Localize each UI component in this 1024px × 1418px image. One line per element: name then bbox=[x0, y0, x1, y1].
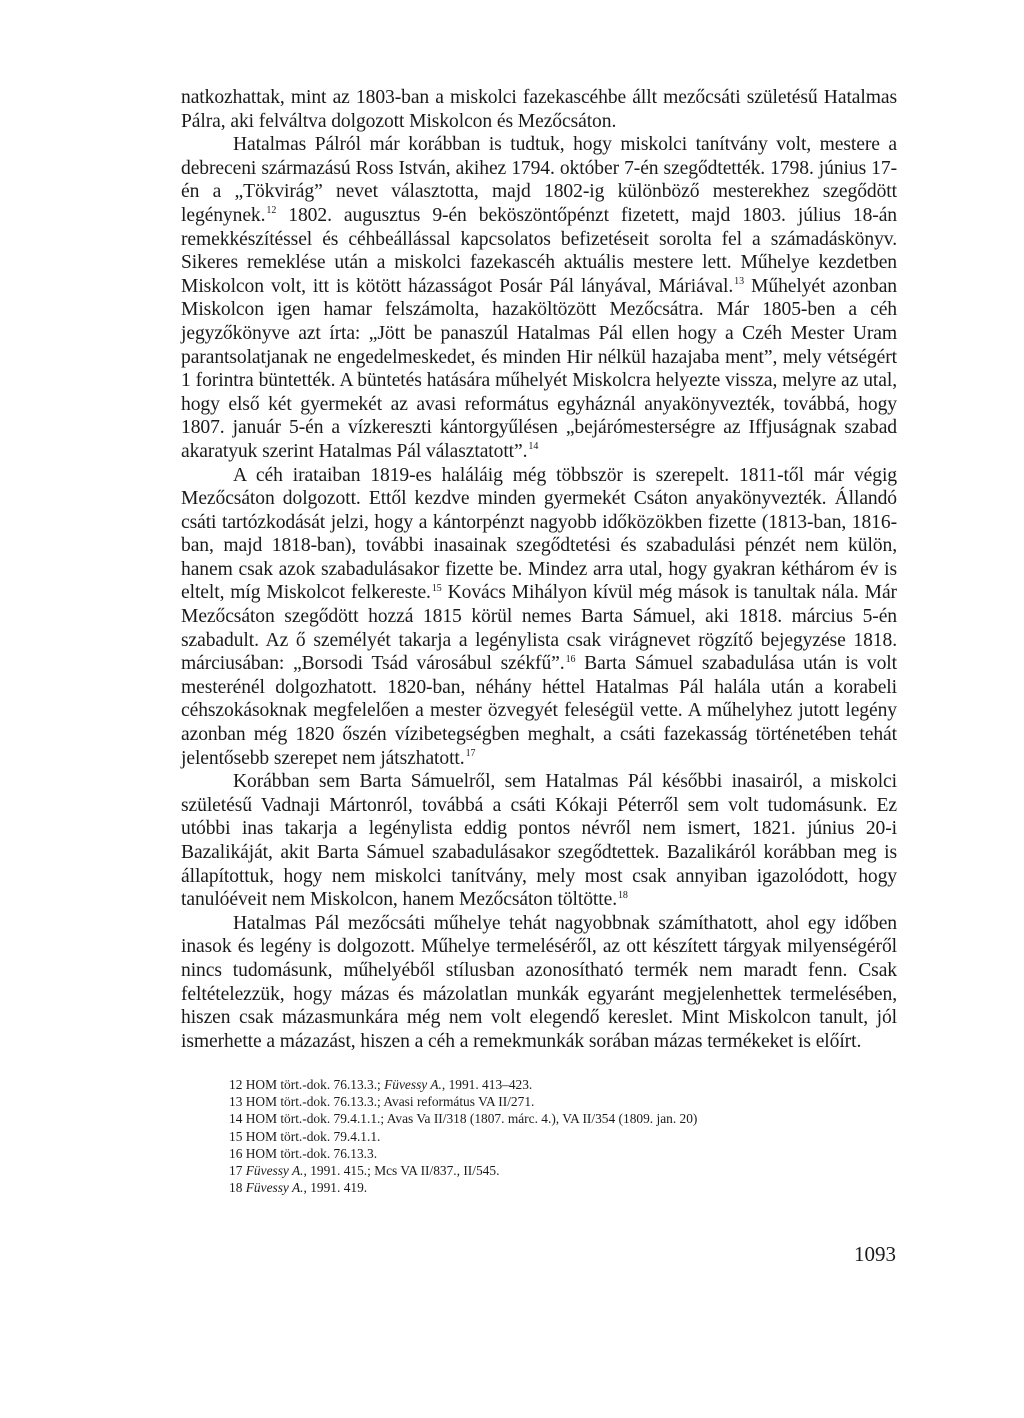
text-run: Műhelyét azonban Miskolcon igen hamar felszámolta, hazaköltözött Mezőcsátra. Már 1805-ben a céh jegyzőkönyve azt írta: „Jött be panaszúl Hatalmas Pál ellen hogy a Czéh Mester Uram parantsolatjanak ne engedelmeskedet, és minden Hir nélkül hazajaba ment”, mely vétségért 1 forintra büntették. A büntetés hatására műhelyét Miskolcra helyezte vissza, melyre az utal, hogy első két gyermekét az avasi református egyháznál anyakönyvezték, továbbá, hogy 1807. január 5-én a vízkereszti kántorgyűlésen „bejárómesterségre az Iffjuságnak szabad akaratyuk szerint Hatalmas Pál választatott”. bbox=[181, 275, 897, 462]
paragraph bbox=[181, 133, 897, 463]
footnote-ref: 18 bbox=[618, 889, 628, 901]
paragraph bbox=[181, 86, 897, 133]
footnote-author: Füvessy A. bbox=[384, 1077, 442, 1092]
paragraph bbox=[181, 770, 897, 912]
text-run: natkozhattak, mint az 1803-ban a miskolci fazekascéhbe állt mezőcsáti születésű Hatalmas Pálra, aki felváltva dolgozott Miskolcon és Mezőcsáton. bbox=[181, 87, 897, 132]
paragraph bbox=[181, 464, 897, 771]
text-run: Kovács Mihályon kívül még mások is tanultak nála. Már Mezőcsáton szegődött hozzá 1815 körül nemes Barta Sámuel, aki 1818. március 5-én szabadult. Az ő személyét takarja a legénylista csak virágnevet rögzítő bejegyzése 1818. márciusában: „Borsodi Tsád városábul székfű”. bbox=[181, 582, 897, 675]
text-run: Hatalmas Pál mezőcsáti műhelye tehát nagyobbnak számíthatott, ahol egy időben inasok és legény is dolgozott. Műhelye termeléséről, az ott készített tárgyak milyenségéről nincs tudomásunk, műhelyéből stílusban azonosítható termék nem maradt fenn. Csak feltételezzük, hogy mázas és mázolatlan munkák egyaránt megjelenhettek termelésében, hiszen csak mázasmunkára még nem volt elegendő kereslet. Mint Miskolcon tanult, jól ismerhette a mázazást, hiszen a céh a remekmunkák sorában mázas termékeket is előírt. bbox=[181, 912, 897, 1052]
text-run: Barta Sámuel szabadulása után is volt mesterénél dolgozhatott. 1820-ban, néhány héttel Hatalmas Pál halála után a korabeli céhszokásoknak megfelelően a mester özvegyét feleségül vette. A műhelyhez jutott legény azonban még 1820 őszén vízibetegségben meghalt, a csáti fazekasság történetében tehát jelentősebb szerepet nem játszhatott. bbox=[181, 653, 897, 769]
footnote-text: , 1991. 415.; Mcs VA II/837., II/545. bbox=[303, 1163, 500, 1179]
footnote-ref: 15 bbox=[431, 582, 442, 594]
main-text bbox=[181, 86, 897, 1053]
footnote-text: 13 HOM tört.-dok. 76.13.3.; Avasi református VA II/271. bbox=[229, 1094, 535, 1110]
footnote-text: 16 HOM tört.-dok. 76.13.3. bbox=[229, 1145, 378, 1161]
footnote-text: 15 HOM tört.-dok. 79.4.1.1. bbox=[229, 1128, 381, 1144]
footnote-text: 14 HOM tört.-dok. 79.4.1.1.; Avas Va II/318 (1807. márc. 4.), VA II/354 (1809. jan. 20) bbox=[229, 1111, 698, 1127]
footnote-text: , 1991. 413–423. bbox=[441, 1077, 533, 1092]
footnote bbox=[229, 1179, 869, 1196]
footnote bbox=[229, 1093, 869, 1110]
footnote bbox=[229, 1145, 869, 1162]
text-run: A céh irataiban 1819-es haláláig még többször is szerepelt. 1811-től már végig Mezőcsáton dolgozott. Ettől kezdve minden gyermekét Csáton anyakönyvezték. Állandó csáti tartózkodását jelzi, hogy a kántorpénzt nagyobb időközökben fizette (1813-ban, 1816-ban, majd 1818-ban), további inasainak szegődtetési és szabadulási pénzét nem külön, hanem csak azok szabadulásakor fizette be. Mindez arra utal, hogy gyakran kéthárom év is eltelt, míg Miskolcot felkereste. bbox=[181, 464, 897, 604]
footnotes bbox=[229, 1076, 869, 1196]
footnote-text: 17 bbox=[229, 1163, 246, 1179]
footnote-text: 18 bbox=[229, 1180, 246, 1196]
text-run: Hatalmas Pálról már korábban is tudtuk, hogy miskolci tanítvány volt, mestere a debreceni származású Ross István, akihez 1794. október 7-én szegődtették. 1798. június 17-én a „Tökvirág” nevet választotta, majd 1802-ig különböző mesterekhez szegődött legénynek. bbox=[181, 134, 897, 226]
footnote-ref: 12 bbox=[266, 205, 277, 217]
page-number: 1093 bbox=[854, 1242, 896, 1266]
footnote-ref: 14 bbox=[528, 441, 539, 453]
footnote bbox=[229, 1162, 869, 1179]
page-body bbox=[181, 86, 897, 1053]
footnote-ref: 13 bbox=[734, 276, 744, 288]
footnote-ref: 17 bbox=[465, 748, 476, 760]
footnote-text: 12 HOM tört.-dok. 76.13.3.; bbox=[229, 1077, 385, 1092]
text-run: 1802. augusztus 9-én beköszöntőpénzt fizetett, majd 1803. július 18-án remekkészítéssel és céhbeállással kapcsolatos befizetéseit sorolta fel a számadáskönyv. Sikeres remeklése után a miskolci fazekascéh aktuális mestere lett. Műhelye kezdetben Miskolcon volt, itt is kötött házasságot Posár Pál lányával, Máriával. bbox=[181, 204, 897, 297]
footnote bbox=[229, 1128, 869, 1145]
paragraph bbox=[181, 912, 897, 1054]
footnote bbox=[229, 1076, 869, 1093]
footnote bbox=[229, 1110, 869, 1127]
footnote-author: Füvessy A. bbox=[245, 1180, 304, 1196]
footnote-author: Füvessy A. bbox=[245, 1163, 304, 1179]
footnote-ref: 16 bbox=[565, 653, 576, 665]
footnote-text: , 1991. 419. bbox=[303, 1180, 368, 1196]
text-run: Korábban sem Barta Sámuelről, sem Hatalmas Pál későbbi inasairól, a miskolci születésű Vadnaji Mártonról, továbbá a csáti Kókaji Péterről sem volt tudomásunk. Ez utóbbi inas takarja a legénylista eddig pontos névről nem ismert, 1821. június 20-i Bazalikáját, akit Barta Sámuel szabadulásakor szegődtettek. Bazalikáról korábban meg is állapítottuk, hogy nem miskolci tanítvány, mely most csak annyiban igazolódott, hogy tanulóéveit nem Miskolcon, hanem Mezőcsáton töltötte. bbox=[181, 771, 897, 911]
